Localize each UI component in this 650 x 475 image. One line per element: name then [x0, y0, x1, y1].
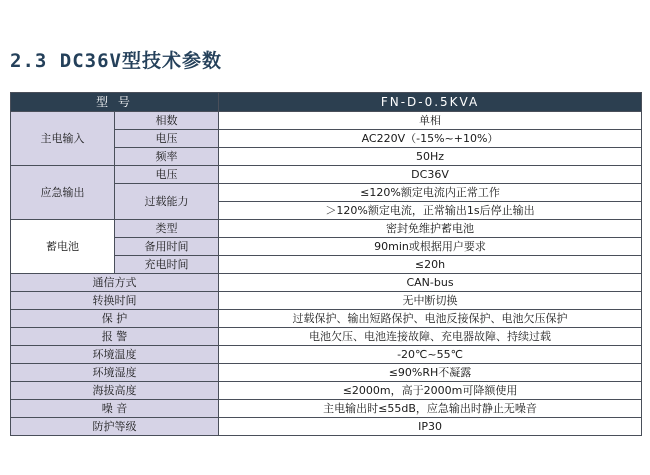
row-label: 相数	[115, 112, 219, 130]
row-value: ≤20h	[219, 256, 642, 274]
row-label: 充电时间	[115, 256, 219, 274]
group-main-input: 主电输入	[11, 112, 115, 166]
row-label: 通信方式	[11, 274, 219, 292]
row-label: 环境湿度	[11, 364, 219, 382]
row-value: 密封免维护蓄电池	[219, 220, 642, 238]
row-value: 主电输出时≤55dB，应急输出时静止无噪音	[219, 400, 642, 418]
spec-table	[10, 92, 642, 436]
row-value: CAN-bus	[219, 274, 642, 292]
table-row	[11, 382, 642, 400]
row-label: 备用时间	[115, 238, 219, 256]
row-value: ≤120%额定电流内正常工作	[219, 184, 642, 202]
row-label: 防护等级	[11, 418, 219, 436]
row-value: AC220V（-15%~+10%）	[219, 130, 642, 148]
header-model-label: 型 号	[11, 93, 219, 112]
row-label: 类型	[115, 220, 219, 238]
table-row	[11, 292, 642, 310]
table-header-row	[11, 93, 642, 112]
table-row	[11, 274, 642, 292]
row-value: DC36V	[219, 166, 642, 184]
table-row	[11, 346, 642, 364]
group-battery: 蓄电池	[11, 220, 115, 274]
row-label: 噪 音	[11, 400, 219, 418]
row-label: 保 护	[11, 310, 219, 328]
row-value: ＞120%额定电流，正常输出1s后停止输出	[219, 202, 642, 220]
row-value: ≤90%RH不凝露	[219, 364, 642, 382]
row-value: 50Hz	[219, 148, 642, 166]
header-model-value: FN-D-0.5KVA	[219, 93, 642, 112]
table-row	[11, 400, 642, 418]
row-value: ≤2000m，高于2000m可降额使用	[219, 382, 642, 400]
section-title: 2.3 DC36V型技术参数	[10, 50, 222, 72]
row-value: 90min或根据用户要求	[219, 238, 642, 256]
table-row	[11, 418, 642, 436]
row-value: 单相	[219, 112, 642, 130]
table-row	[11, 328, 642, 346]
table-row	[11, 220, 642, 238]
row-label: 转换时间	[11, 292, 219, 310]
row-label: 频率	[115, 148, 219, 166]
table-row	[11, 166, 642, 184]
row-label: 电压	[115, 166, 219, 184]
row-label: 过载能力	[115, 184, 219, 220]
row-value: -20℃~55℃	[219, 346, 642, 364]
group-emergency-output: 应急输出	[11, 166, 115, 220]
row-value: 电池欠压、电池连接故障、充电器故障、持续过载	[219, 328, 642, 346]
row-label: 电压	[115, 130, 219, 148]
row-value: IP30	[219, 418, 642, 436]
row-label: 报 警	[11, 328, 219, 346]
table-row	[11, 310, 642, 328]
table-row	[11, 364, 642, 382]
row-label: 环境温度	[11, 346, 219, 364]
row-value: 过载保护、输出短路保护、电池反接保护、电池欠压保护	[219, 310, 642, 328]
table-row	[11, 112, 642, 130]
row-label: 海拔高度	[11, 382, 219, 400]
row-value: 无中断切换	[219, 292, 642, 310]
